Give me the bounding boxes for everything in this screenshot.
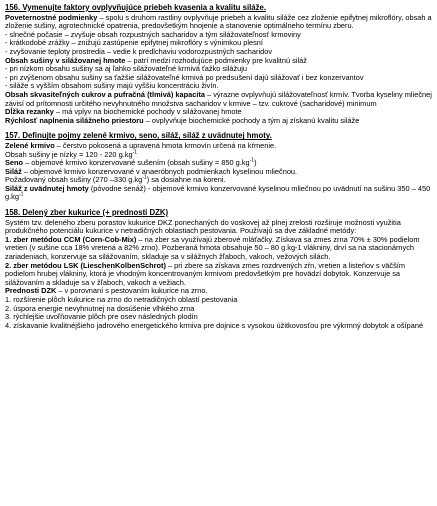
hay-definition: Seno – objemové krmivo konzervované sušením (obsah sušiny = 850 $g.kg^{-1}$) [5,157,257,168]
advantages-text: – v porovnaní s pestovaním kukurice na zrno. [56,286,208,296]
advantage-item-4: 4. získavanie kvalitnéjšieho jadrového energetického krmiva pre dojnice s vysokou úžitkovosťou pre výkrmný dobytok a ošípané [5,320,424,330]
hay-text: – objemové krmivo konzervované sušením (obsah sušiny = 850 g.kg [23,158,250,168]
silage-dry-matter: Požadovaný obsah sušiny (270 –330 $g.kg^{-1}$) sa dosiahne na koreni. [5,174,226,185]
dry-matter-label: Obsah sušiny v silážovanej hmote [5,55,126,65]
chop-length-text: – má vplyv na biochemické pochody v silážovanej hmote [53,107,242,117]
green-forage-label: Zelené krmivo [5,140,55,150]
advantage-item-1: 1. rozšírenie plôch kukurice na zrno do netradičných oblastí pestovania [5,295,238,304]
green-forage-dry-matter: Obsah sušiny je nízky = 120 - 220 $g.kg^{-1}$ [5,149,138,159]
split-harvest-intro: Systém tzv. deleného zberu porastov kukurice DKZ ponechaných do voskovej až plnej zrelosti rozširuje možnosti využitia produkčného potenciálu kukurice v netradičných oblastiach pestovania. Používajú sa dve základné metódy: [5,217,401,236]
silage-text: – objemové krmivo konzervované v anaeróbnych podmienkach kyselinou mliečnou. [21,166,298,176]
dry-matter-bullet-3: - siláže s vyšším obsahom sušiny majú vyššiu koncentráciu živín. [5,81,219,91]
ccm-method-label: 1. zber metódou CCM (Corn-Cob-Mix) [5,234,137,244]
ccm-method-text: – na zber sa využívajú zberové mláťačky. Získava sa zmes zrna 70% ± 30% podielom vretien (v sušine cca 18% vretená a 82% zrno). Pozberaná hmota obsahuje 50 – 80 g.kg-1 vlákniny, drví sa na stacionárnych zariadeniach, konzervuje sa silážovaním, skladuje sa v silážnych žľaboch, vakoch, vežových silách. [5,234,420,262]
weather-bullet-2: - krátkodobé zrážky – znižujú zastúpenie epifytnej mikroflóry s výnimkou plesní [5,38,263,48]
chop-length-label: Dĺžka rezanky [5,107,54,117]
section-156-heading: 156. Vymenujte faktory ovplyvňujúce priebeh kvasenia a kvalitu siláže. [5,3,267,12]
dry-matter-bullet-2: - pri zvýšenom obsahu sušiny sa ťažšie silážovateľné krmivá po predsušení dajú silážovať i bez konzervantov [5,72,364,82]
hay-label: Seno [5,158,24,168]
haylage-text: (póvodne senáž) - objemové krmivo konzervované kyselinou mliečnou po uvädnutí na sušinu 350 – 450 g.kg [5,183,431,202]
filling-speed-paragraph [5,117,432,126]
section-156 [5,4,432,125]
section-157-heading: 157. Definujte pojmy zelené krmivo, seno, siláž, siláž z uvädnutej hmoty. [5,131,272,141]
advantage-item-3: 3. rýchlejšie uvoľňovanie plôch pre osev následných plodín [5,312,198,322]
section-157 [5,132,432,202]
section-158-heading: 158. Delený zber kukurice (+ prednosti DZK) [5,208,169,218]
green-forage-text: – čerstvo pokosená a upravená hmota krmovín určená na kŕmenie. [54,140,277,150]
silage-label: Siláž [5,166,22,176]
weather-text: – spolu s druhom rastliny ovplyvňuje priebeh a kvalitu siláže cez zloženie epifytnej mikroflóry, obsah a zloženie sušiny, agrotechnické opatrenia, predovšetkým hnojenie a stanovenie optimálneho termínu zberu. [5,12,432,31]
advantages-label: Prednosti DZK [5,286,57,296]
section-158 [5,209,432,330]
weather-bullet-1: - slnečné počasie – zvyšuje obsah rozpustných sacharidov a tým silážovateľnosť krmoviny [5,29,301,39]
sugars-label: Obsah skvasiteľných cukrov a pufračná (tlmivá) kapacita [5,89,206,99]
haylage-definition: Siláž z uvädnutej hmoty (póvodne senáž) - objemové krmivo konzervované kyselinou mliečnou po uvädnutí na sušinu 350 – 450 $g.kg^{-1}$ [5,183,431,202]
advantage-item-2: 2. úspora energie nevyhnutnej na dosúšenie vlhkého zrna [5,303,195,313]
weather-bullet-3: - zvyšovanie teploty prostredia – vedie k predlchaviu vodorozpustných sacharidov [5,46,273,56]
sugars-paragraph [5,91,432,108]
dry-matter-text: – patrí medzi rozhodujúce podmienky pre kvalitnú siláž [125,55,307,65]
lsk-method-label: 2. zber metódou LSK (LieschenKolbenSchrot) [5,260,166,270]
weather-label: Poveternostné podmienky [5,12,98,22]
filling-speed-text: – ovplyvňuje biochemické pochody a tým aj získanú kvalitu siláže [143,115,360,125]
ccm-method-paragraph [5,236,432,262]
lsk-method-text: – pri zbere sa získava zmes rozdrvených zŕn, vretien a listeňov s väčším podielom hrubej vlákniny, ktorá je vhodným koncentrovaným krmivom predovšetkým pre hovädzí dobytok. Konzervuje sa silážovaním a skladuje sa v žľaboch, vakoch a vežiach. [5,260,406,287]
sugars-text: – výrazne ovplyvňujú silážovateľnosť krmív. Tvorba kyseliny mliečnej závisí od prítomnosti určitého nevyhnutného množstva sacharidov v krmive – tzv. cukrové (sacharidové) minimum [5,89,432,108]
lsk-method-paragraph [5,262,432,288]
filling-speed-label: Rýchlosť naplnenia silážneho priestoru [5,115,144,125]
haylage-label: Siláž z uvädnutej hmoty [5,183,89,193]
weather-paragraph [5,14,432,31]
dry-matter-bullet-1: - pri nízkom obsahu sušiny sa aj ľahko silážovateľné krmivá ťažko silážuju [5,64,248,74]
